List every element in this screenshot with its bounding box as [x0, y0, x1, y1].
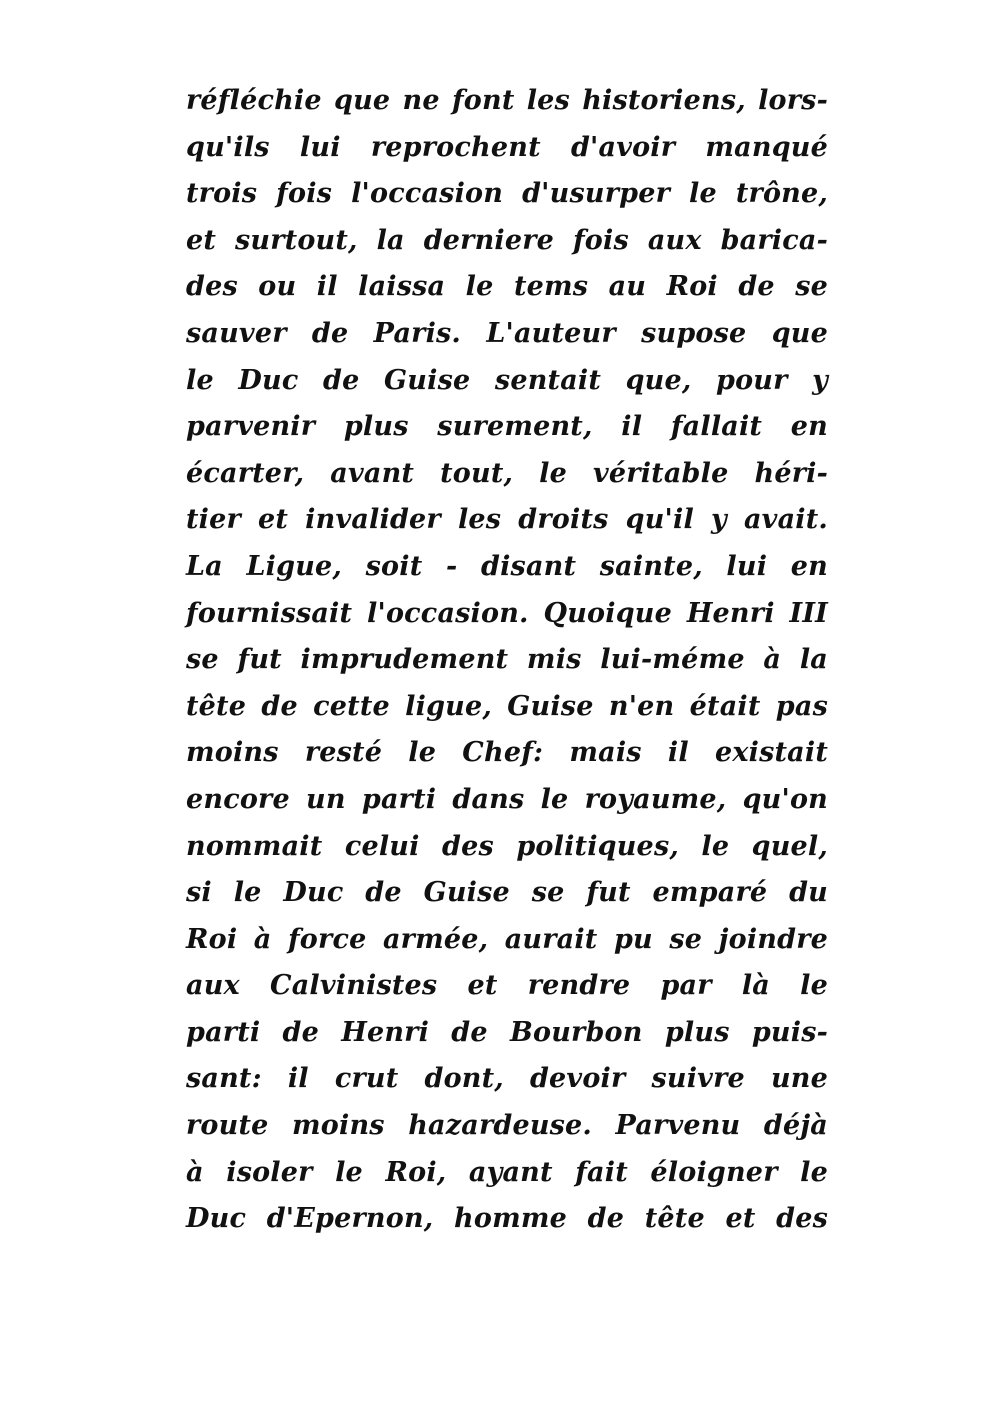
body-text — [186, 78, 828, 1243]
text-line: Roi à force armée, aurait pu se joindre — [186, 923, 828, 955]
text-line: sauver de Paris. L'auteur supose que — [186, 317, 828, 349]
text-line: Duc d'Epernon, homme de tête et des — [186, 1203, 828, 1235]
text-line: des ou il laissa le tems au Roi de se — [186, 271, 828, 303]
text-line: nommait celui des politiques, le quel, — [186, 830, 828, 862]
text-line: tier et invalider les droits qu'il y avait. — [186, 504, 828, 536]
text-line: La Ligue, soit - disant sainte, lui en — [186, 550, 828, 582]
text-line: tête de cette ligue, Guise n'en était pas — [186, 690, 828, 722]
text-line: parti de Henri de Bourbon plus puis- — [186, 1016, 828, 1048]
text-line: écarter, avant tout, le véritable héri- — [186, 457, 828, 489]
text-line: route moins hazardeuse. Parvenu déjà — [186, 1110, 828, 1142]
text-line: encore un parti dans le royaume, qu'on — [186, 783, 828, 815]
text-line: fournissait l'occasion. Quoique Henri III — [186, 597, 828, 629]
text-line: moins resté le Chef: mais il existait — [186, 737, 828, 769]
text-line: trois fois l'occasion d'usurper le trône, — [186, 178, 828, 210]
text-line: sant: il crut dont, devoir suivre une — [186, 1063, 828, 1095]
text-line: qu'ils lui reprochent d'avoir manqué — [186, 131, 828, 163]
text-line: aux Calvinistes et rendre par là le — [186, 970, 828, 1002]
text-line: parvenir plus surement, il fallait en — [186, 411, 828, 443]
text-line: réfléchie que ne font les historiens, lors- — [186, 85, 828, 116]
text-line: et surtout, la derniere fois aux barica- — [186, 224, 828, 256]
text-line: à isoler le Roi, ayant fait éloigner le — [186, 1156, 828, 1188]
text-line: le Duc de Guise sentait que, pour y — [186, 364, 828, 396]
text-line: se fut imprudement mis lui-méme à la — [186, 644, 828, 676]
text-line: si le Duc de Guise se fut emparé du — [186, 877, 828, 909]
